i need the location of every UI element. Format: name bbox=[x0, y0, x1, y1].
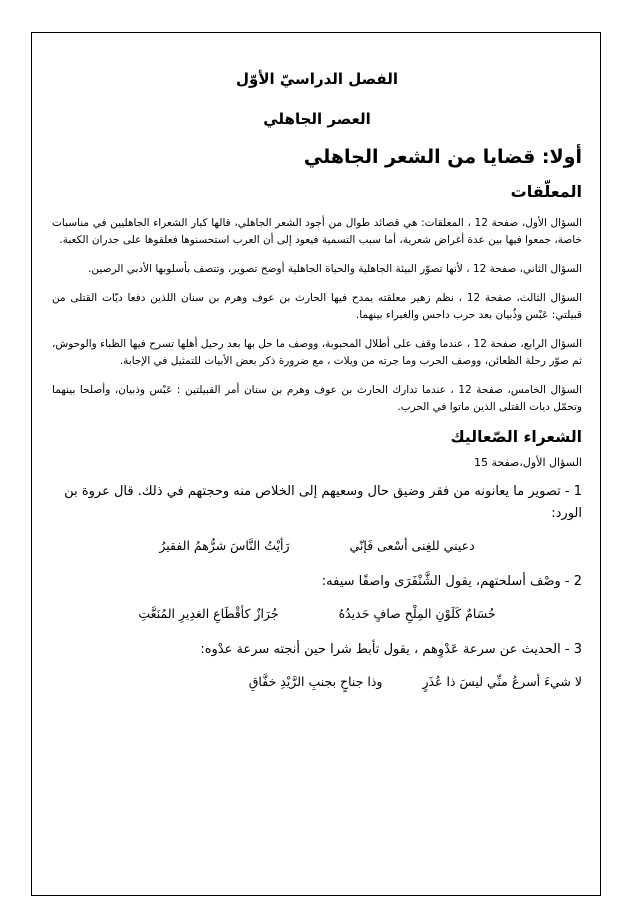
point-1: 1 - تصوير ما يعانونه من فقر وضيق حال وسعيهم إلى الخلاص منه وحجتهم في ذلك. قال عروة بن الورد: bbox=[64, 484, 582, 521]
semester-title: الفصل الدراسيّ الأوّل bbox=[236, 70, 398, 88]
verse-2-second-hemistich: جُرَازٌ كأقْطَاعِ الغدِيرِ المُنَعَّتِ bbox=[138, 606, 279, 621]
point-3: 3 - الحديث عن سرعة عَدْوِهم ، يقول تأبط شرا حين أنجته سرعة عدْوه: bbox=[200, 642, 582, 657]
document-page bbox=[52, 70, 582, 707]
answer-2: السؤال الثاني، صفحة 12 ، لأنها تصوّر البيئة الجاهلية والحياة الجاهلية أوضح تصوير، وتتصف بأسلوبها الأدبي الرصين. bbox=[88, 263, 582, 275]
era-title: العصر الجاهلي bbox=[263, 110, 371, 128]
answer-5: السؤال الخامس، صفحة 12 ، عندما تدارك الحارث بن عوف وهرم بن سنان أمر القبيلتين : عَبْس وذبيان، وأصلحا بينهما وتحمّل ديات القتلى الذين ماتوا في الحرب. bbox=[52, 384, 582, 413]
verse-3 bbox=[52, 671, 582, 693]
verse-2-first-hemistich: حُسَامٌ كَلَوْنِ المِلْحِ صافٍ حَديدُهُ bbox=[338, 606, 496, 621]
main-heading: أولا: قضايا من الشعر الجاهلي bbox=[303, 146, 582, 168]
verse-3-second-hemistich: وذا جناحٍ بجنبِ الرَّيْدِ خفَّاقِ bbox=[248, 674, 383, 689]
section-heading-muallaqat: المعلّقات bbox=[510, 182, 582, 201]
answer-1: السؤال الأول، صفحة 12 ، المعلقات: هي قصائد طوال من أجود الشعر الجاهلي، قالها كبار الشعراء الجاهليين في مناسبات خاصة، جمعوا فيها بين عدة أغراض شعرية، أما سبب التسمية فيعود إلى أن العرب استحسنوها فعلقوها على جدران الكعبة. bbox=[52, 217, 582, 246]
section-heading-saalik: الشعراء الصّعاليك bbox=[450, 428, 582, 446]
point-2: 2 - وصْف أسلحتهم، يقول الشَّنْفَرَى واصفًا سيفه: bbox=[321, 574, 582, 589]
question-1-label: السؤال الأول،صفحة 15 bbox=[473, 456, 582, 469]
verse-3-first-hemistich: لا شيءَ أسرعُ منِّي ليسَ ذا عُذَرٍ bbox=[422, 674, 582, 689]
answer-3: السؤال الثالث، صفحة 12 ، نظم زهير معلقته يمدح فيها الحارث بن عوف وهرم بن سنان اللذين دفعا ديّات القتلى من قبيلتي: عَبْس وذُبيان بعد حرب داحس والغبراء بينهما. bbox=[52, 292, 583, 321]
answer-4: السؤال الرابع، صفحة 12 ، عندما وقف على أطلال المحبوبة، ووصف ما حل بها بعد رحيل أهلها تسرح فيها الظباء والوحوش، ثم صوّر رحلة الظعائن، ووصف الحرب وما جرته من ويلات ، مع ضرورة ذكر بعض الأبيات للتمثيل في الإجابة. bbox=[52, 338, 582, 367]
verse-1-second-hemistich: رَأيْتُ النَّاسَ شرُّهمُ الفقيرُ bbox=[159, 538, 290, 553]
verse-2 bbox=[52, 603, 582, 625]
verse-1 bbox=[52, 535, 582, 557]
verse-1-first-hemistich: دعيني للغِنى أسْعى فَإنّي bbox=[349, 538, 475, 553]
